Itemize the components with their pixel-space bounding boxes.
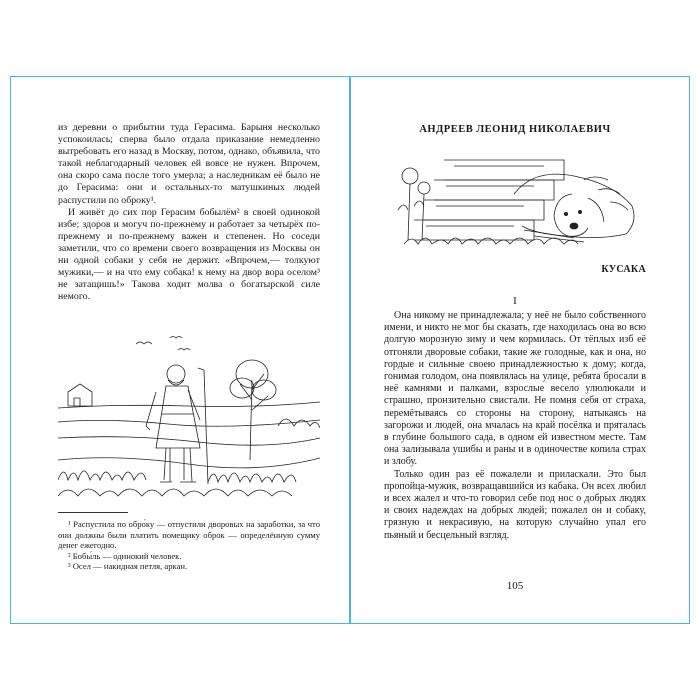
story-title: КУСАКА xyxy=(601,264,646,275)
gerasim-illustration xyxy=(58,330,320,508)
footnote-1: ¹ Распустила по обро́ку — отпустили дворовых на заработки, за что они должны были платить помещику оброк — определённую сумму денег ежегодно. xyxy=(58,519,320,551)
footnotes xyxy=(58,512,320,572)
left-paragraph-2: И живёт до сих пор Герасим бобылём² в своей одинокой избе; здоров и могуч по-прежнему и работает за четырёх по-прежнему и по-прежнему важен и степенен. Но соседи заметили, что со времени своего возвращения из Москвы он ни одной собаки у себя не держит. «Впрочем,— толкуют мужики,— и на что ему собака! к нему на двор вора оселом³ не затащишь!» Такова ходит молва о богатырской силе немого. xyxy=(58,206,320,303)
page-number: 105 xyxy=(506,580,524,592)
page-divider xyxy=(349,76,351,624)
footnote-rule xyxy=(58,512,128,513)
chapter-number: I xyxy=(513,295,517,307)
footnote-3: ³ Осел — накидная петля, аркан. xyxy=(68,561,188,572)
dog-illustration xyxy=(384,140,646,258)
right-paragraph-1: Она никому не принадлежала; у неё не было собственного имени, и никто не мог бы сказать, где находилась она во всю долгую морозную зиму и чем кормилась. От тёплых изб её отгоняли дворовые собаки, такие же голодные, как и она, но гордые и сильные своею принадлежностью к дому; когда, гонимая голодом, она появлялась на улице, ребята бросали в неё камнями и палками, взрослые весело улюлюкали и страшно, пронзительно свистали. Не помня себя от страха, перемётываясь со стороны на сторону, натыкаясь на загорожи и людей, она мчалась на край посёлка и пряталась в глубине большого сада, в одном ей известном месте. Там она зализывала ушибы и раны и в одиночестве копила страх и злобу. xyxy=(384,310,646,468)
author-name: АНДРЕЕВ ЛЕОНИД НИКОЛАЕВИЧ xyxy=(419,124,611,135)
right-page-text xyxy=(384,310,646,542)
footnote-2: ² Бобы́ль — одинокий человек. xyxy=(68,550,182,561)
left-paragraph-1: из деревни о прибытии туда Герасима. Барыня несколько успокоилась; сперва было отдала приказание немедленно вытребовать его назад в Москву, потом, однако, объявила, что такой неблагодарный человек ей вовсе не нужен. Впрочем, она скоро сама после того умерла; а наследникам её было не до Герасима: они и остальных-то матушкиных людей распустили по оброку¹. xyxy=(58,122,320,206)
right-paragraph-2: Только один раз её пожалели и приласкали. Это был пропойца-мужик, возвращавшийся из кабака. Он всех любил и всех жалел и что-то говорил себе под нос о добрых людях и своих надеждах на добрых людей; пожалел он и собаку, грязную и некрасивую, на которую случайно упал его пьяный и бесцельный взгляд. xyxy=(384,468,646,541)
left-page-text xyxy=(58,122,320,303)
